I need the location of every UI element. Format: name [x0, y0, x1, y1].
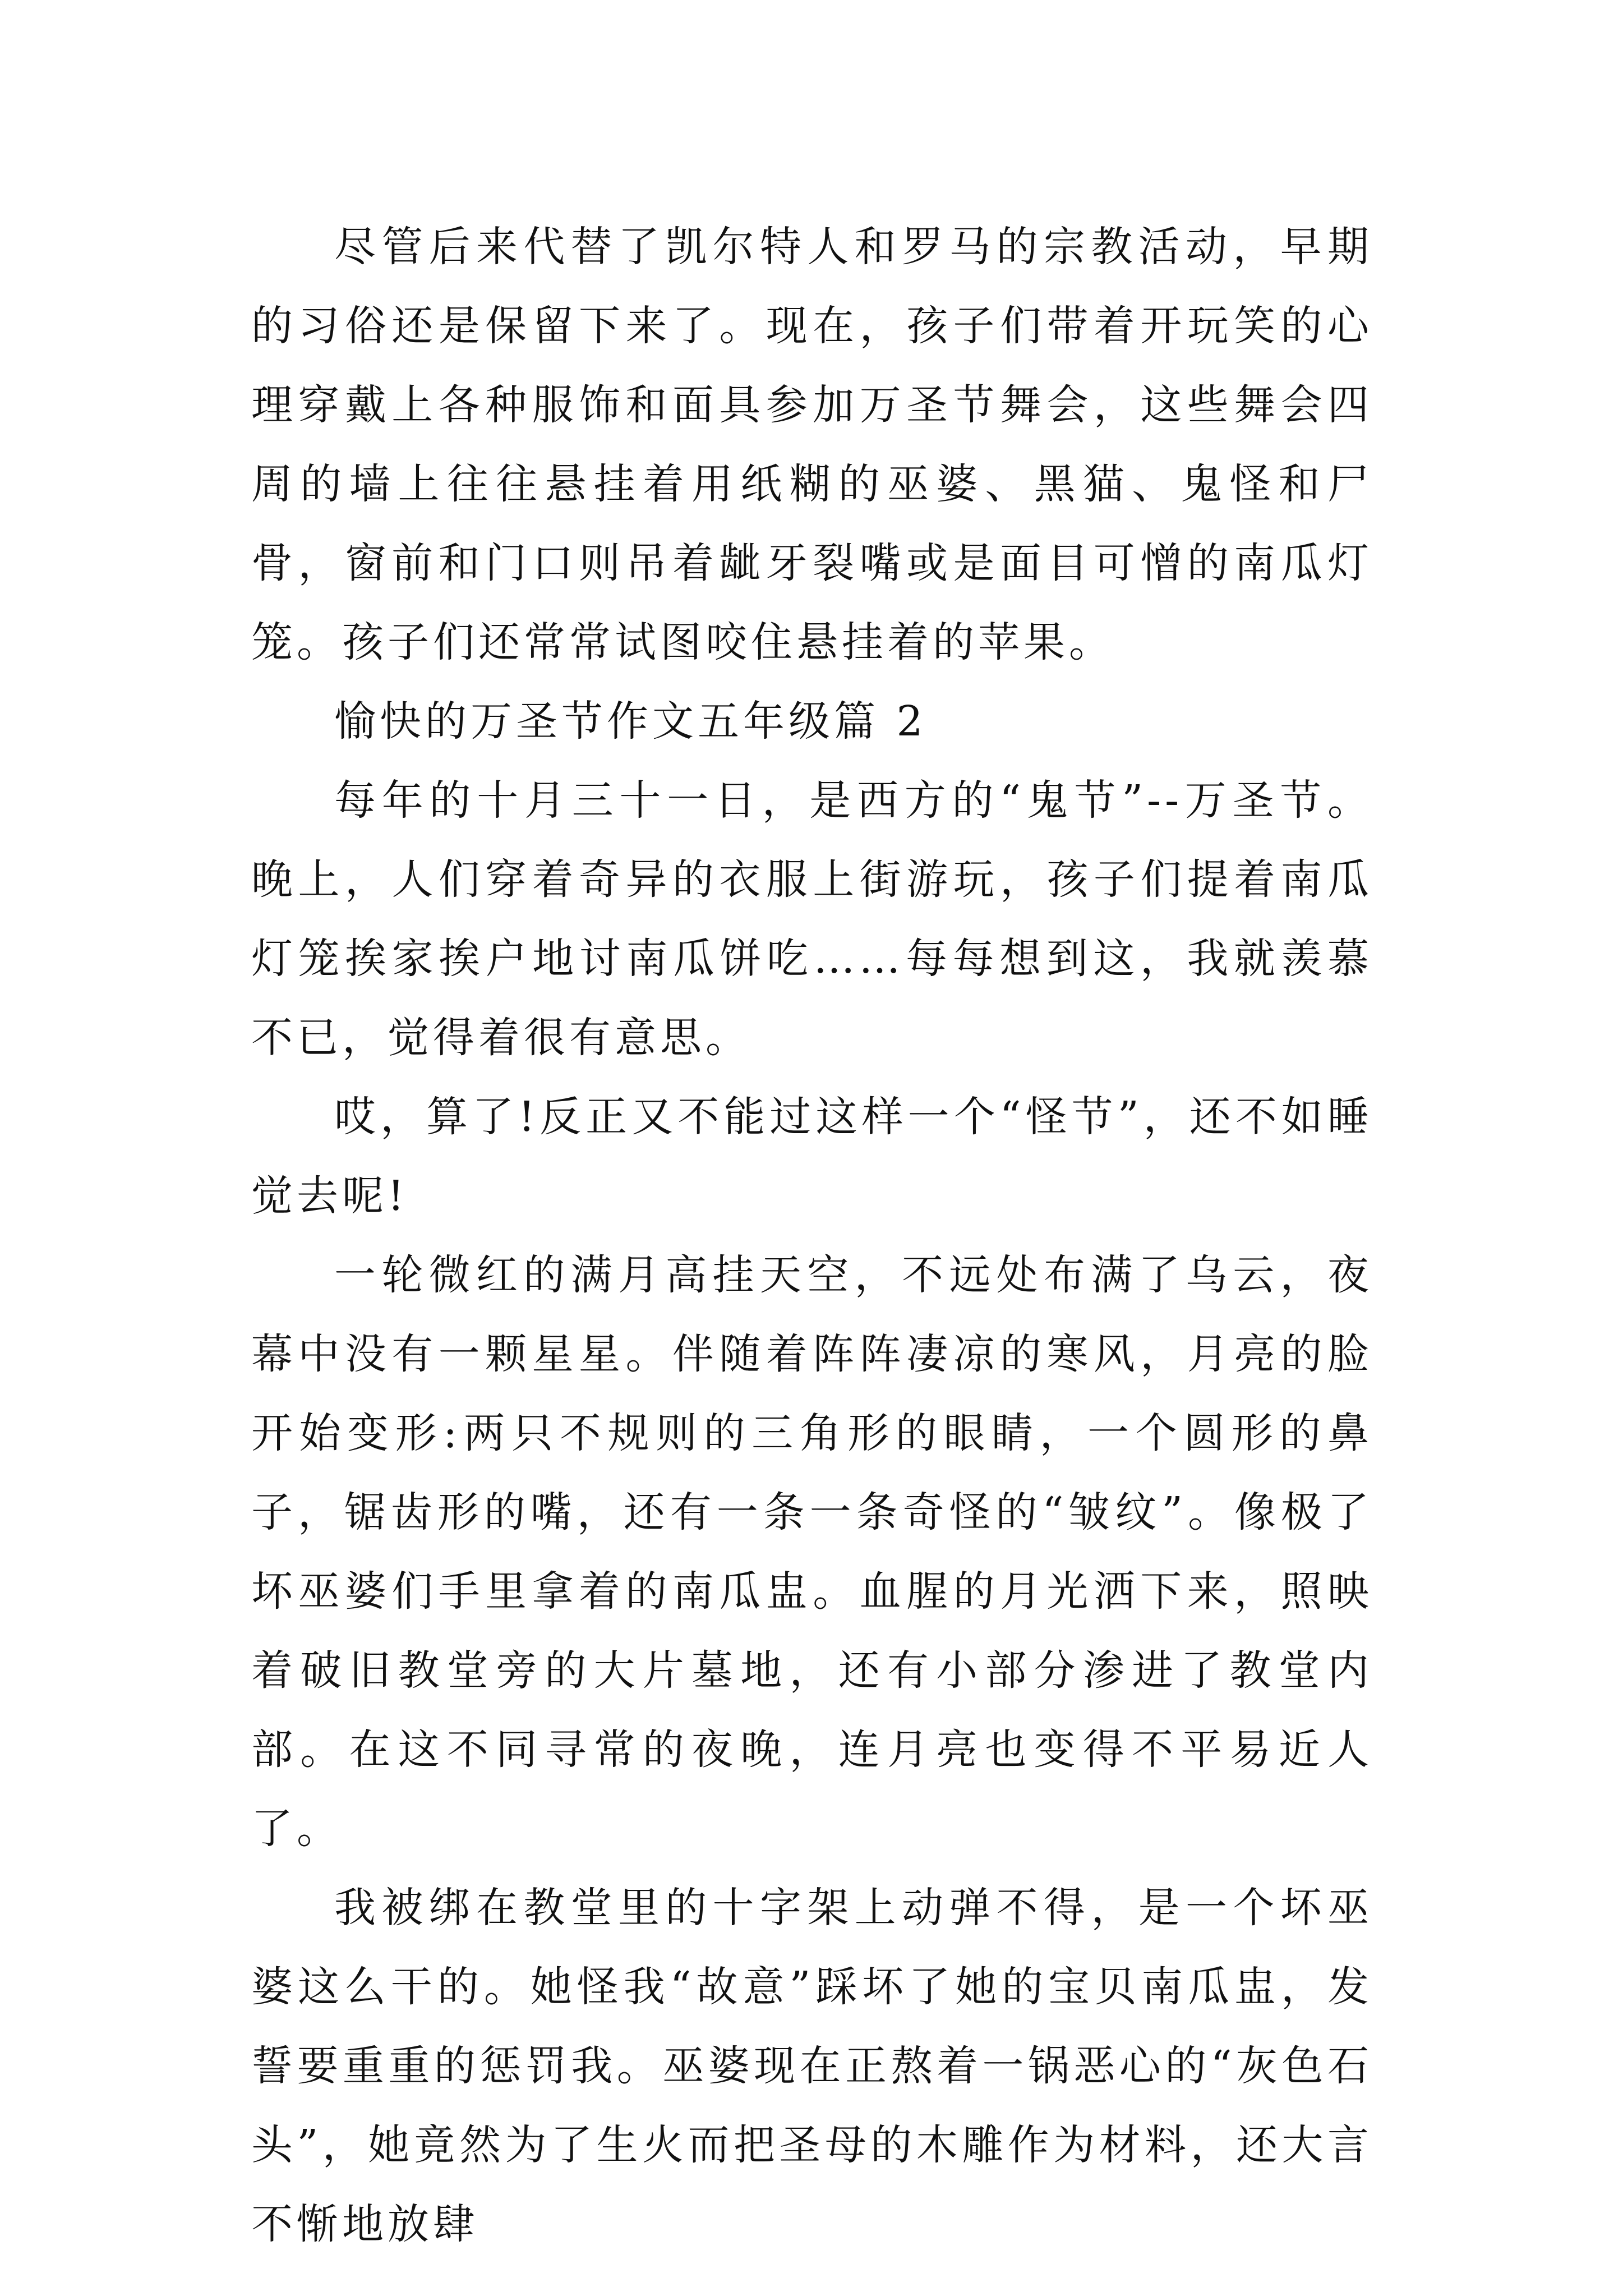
paragraph-1: 尽管后来代替了凯尔特人和罗马的宗教活动，早期的习俗还是保留下来了。现在，孩子们带着开玩笑的心理穿戴上各种服饰和面具参加万圣节舞会，这些舞会四周的墙上往往悬挂着用纸糊的巫婆、黑猫、鬼怪和尸骨，窗前和门口则吊着龇牙裂嘴或是面目可憎的南瓜灯笼。孩子们还常常试图咬住悬挂着的苹果。	[251, 223, 1373, 666]
document-body	[251, 208, 1373, 2264]
paragraph-2: 每年的十月三十一日，是西方的“鬼节”--万圣节。晚上，人们穿着奇异的衣服上街游玩，孩子们提着南瓜灯笼挨家挨户地讨南瓜饼吃……每每想到这，我就羡慕不已，觉得着很有意思。	[251, 776, 1373, 1062]
paragraph-4: 一轮微红的满月高挂天空，不远处布满了乌云，夜幕中没有一颗星星。伴随着阵阵凄凉的寒风，月亮的脸开始变形:两只不规则的三角形的眼睛，一个圆形的鼻子，锯齿形的嘴，还有一条一条奇怪的“皱纹”。像极了坏巫婆们手里拿着的南瓜盅。血腥的月光洒下来，照映着破旧教堂旁的大片墓地，还有小部分渗进了教堂内部。在这不同寻常的夜晚，连月亮也变得不平易近人了。	[251, 1251, 1373, 1853]
paragraph-5: 我被绑在教堂里的十字架上动弹不得，是一个坏巫婆这么干的。她怪我“故意”踩坏了她的宝贝南瓜盅，发誓要重重的惩罚我。巫婆现在正熬着一锅恶心的“灰色石头”，她竟然为了生火而把圣母的木雕作为材料，还大言不惭地放肆	[251, 1884, 1373, 2248]
paragraph-3: 哎，算了!反正又不能过这样一个“怪节”，还不如睡觉去呢!	[251, 1093, 1373, 1220]
section-title: 愉快的万圣节作文五年级篇 2	[334, 697, 927, 746]
